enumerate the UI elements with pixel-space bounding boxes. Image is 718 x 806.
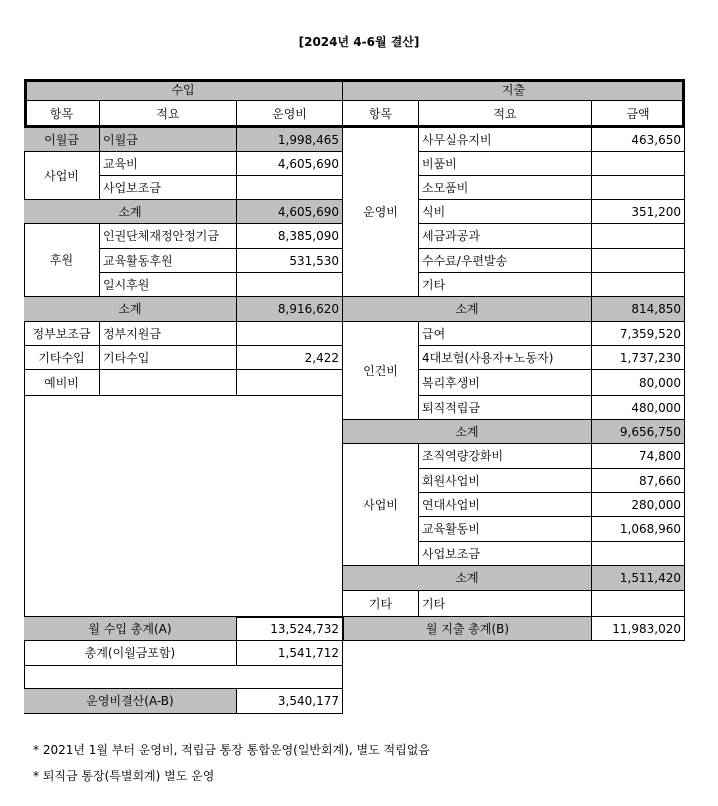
income-business-label: 사업비	[24, 152, 100, 200]
personnel-subtotal-value: 9,656,750	[592, 420, 685, 444]
other-income-label: 기타수입	[24, 346, 100, 370]
op-subtotal-label: 소계	[343, 297, 592, 322]
sponsor-desc: 일시후원	[100, 273, 237, 297]
carryover-desc: 이월금	[100, 128, 237, 152]
op-value	[592, 152, 685, 176]
expense-business-desc: 회원사업비	[419, 469, 592, 493]
expense-business-subtotal-value: 1,511,420	[592, 566, 685, 591]
expense-business-value	[592, 542, 685, 566]
expense-total-label: 월 지출 총계(B)	[343, 617, 592, 641]
personnel-subtotal-label: 소계	[343, 420, 592, 444]
op-desc: 세금과공과	[419, 224, 592, 249]
op-subtotal-value: 814,850	[592, 297, 685, 322]
income-business-value	[237, 176, 343, 200]
personnel-label: 인건비	[343, 322, 419, 420]
income-desc-header: 적요	[100, 101, 237, 128]
op-desc: 비품비	[419, 152, 592, 176]
personnel-desc: 4대보험(사용자+노동자)	[419, 346, 592, 370]
personnel-value: 7,359,520	[592, 322, 685, 346]
expense-header: 지출	[343, 79, 685, 101]
expense-business-desc: 연대사업비	[419, 493, 592, 517]
income-business-subtotal-value: 4,605,690	[237, 200, 343, 224]
income-total-value: 13,524,732	[237, 617, 343, 641]
op-value	[592, 176, 685, 200]
sponsor-value: 531,530	[237, 249, 343, 273]
other-income-value: 2,422	[237, 346, 343, 370]
op-desc: 수수료/우편발송	[419, 249, 592, 273]
income-business-desc: 교육비	[100, 152, 237, 176]
expense-other-desc: 기타	[419, 591, 592, 617]
expense-other-label: 기타	[343, 591, 419, 617]
gov-label: 정부보조금	[24, 322, 100, 346]
income-business-value: 4,605,690	[237, 152, 343, 176]
op-value: 351,200	[592, 200, 685, 224]
reserve-value	[237, 370, 343, 396]
expense-other-value	[592, 591, 685, 617]
reserve-label: 예비비	[24, 370, 100, 396]
op-value	[592, 224, 685, 249]
income-total-label: 월 수입 총계(A)	[24, 617, 237, 641]
expense-item-header: 항목	[343, 101, 419, 128]
income-amount-header: 운영비	[237, 101, 343, 128]
sponsor-value	[237, 273, 343, 297]
carryover-value: 1,998,465	[237, 128, 343, 152]
spacer-row	[24, 666, 343, 689]
personnel-desc: 복리후생비	[419, 370, 592, 396]
personnel-value: 80,000	[592, 370, 685, 396]
op-desc: 식비	[419, 200, 592, 224]
income-business-desc: 사업보조금	[100, 176, 237, 200]
op-desc: 사무실유지비	[419, 128, 592, 152]
sponsor-subtotal-value: 8,916,620	[237, 297, 343, 322]
expense-business-label: 사업비	[343, 444, 419, 566]
reserve-desc	[100, 370, 237, 396]
op-value	[592, 249, 685, 273]
expense-op-label: 운영비	[343, 128, 419, 297]
footnote: * 퇴직금 통장(특별회계) 별도 운영	[33, 769, 215, 783]
expense-business-desc: 조직역량강화비	[419, 444, 592, 469]
personnel-desc: 급여	[419, 322, 592, 346]
income-business-subtotal-label: 소계	[24, 200, 237, 224]
op-desc: 소모품비	[419, 176, 592, 200]
result-value: 3,540,177	[237, 689, 343, 714]
sponsor-value: 8,385,090	[237, 224, 343, 249]
expense-amount-header: 금액	[592, 101, 685, 128]
expense-total-value: 11,983,020	[592, 617, 685, 641]
expense-business-desc: 교육활동비	[419, 517, 592, 542]
sponsor-desc: 교육활동후원	[100, 249, 237, 273]
gov-desc: 정부지원금	[100, 322, 237, 346]
personnel-desc: 퇴직적립금	[419, 396, 592, 420]
op-value: 463,650	[592, 128, 685, 152]
personnel-value: 480,000	[592, 396, 685, 420]
op-desc: 기타	[419, 273, 592, 297]
expense-business-value: 87,660	[592, 469, 685, 493]
result-label: 운영비결산(A-B)	[24, 689, 237, 714]
page-title: [2024년 4-6월 결산]	[298, 35, 420, 49]
footnote: * 2021년 1월 부터 운영비, 적립금 통장 통합운영(일반회계), 별도 적립없음	[33, 743, 430, 757]
expense-desc-header: 적요	[419, 101, 592, 128]
grand-total-value: 1,541,712	[237, 641, 343, 666]
carryover-label: 이월금	[24, 128, 100, 152]
expense-business-value: 280,000	[592, 493, 685, 517]
personnel-value: 1,737,230	[592, 346, 685, 370]
expense-business-subtotal-label: 소계	[343, 566, 592, 591]
gov-value	[237, 322, 343, 346]
sponsor-subtotal-label: 소계	[24, 297, 237, 322]
sponsor-label: 후원	[24, 224, 100, 297]
expense-business-value: 74,800	[592, 444, 685, 469]
expense-business-value: 1,068,960	[592, 517, 685, 542]
income-blank-area	[24, 396, 343, 617]
income-item-header: 항목	[24, 101, 100, 128]
other-income-desc: 기타수입	[100, 346, 237, 370]
grand-total-label: 총계(이월금포함)	[24, 641, 237, 666]
expense-business-desc: 사업보조금	[419, 542, 592, 566]
op-value	[592, 273, 685, 297]
sponsor-desc: 인권단체재정안정기금	[100, 224, 237, 249]
income-header: 수입	[24, 79, 343, 101]
